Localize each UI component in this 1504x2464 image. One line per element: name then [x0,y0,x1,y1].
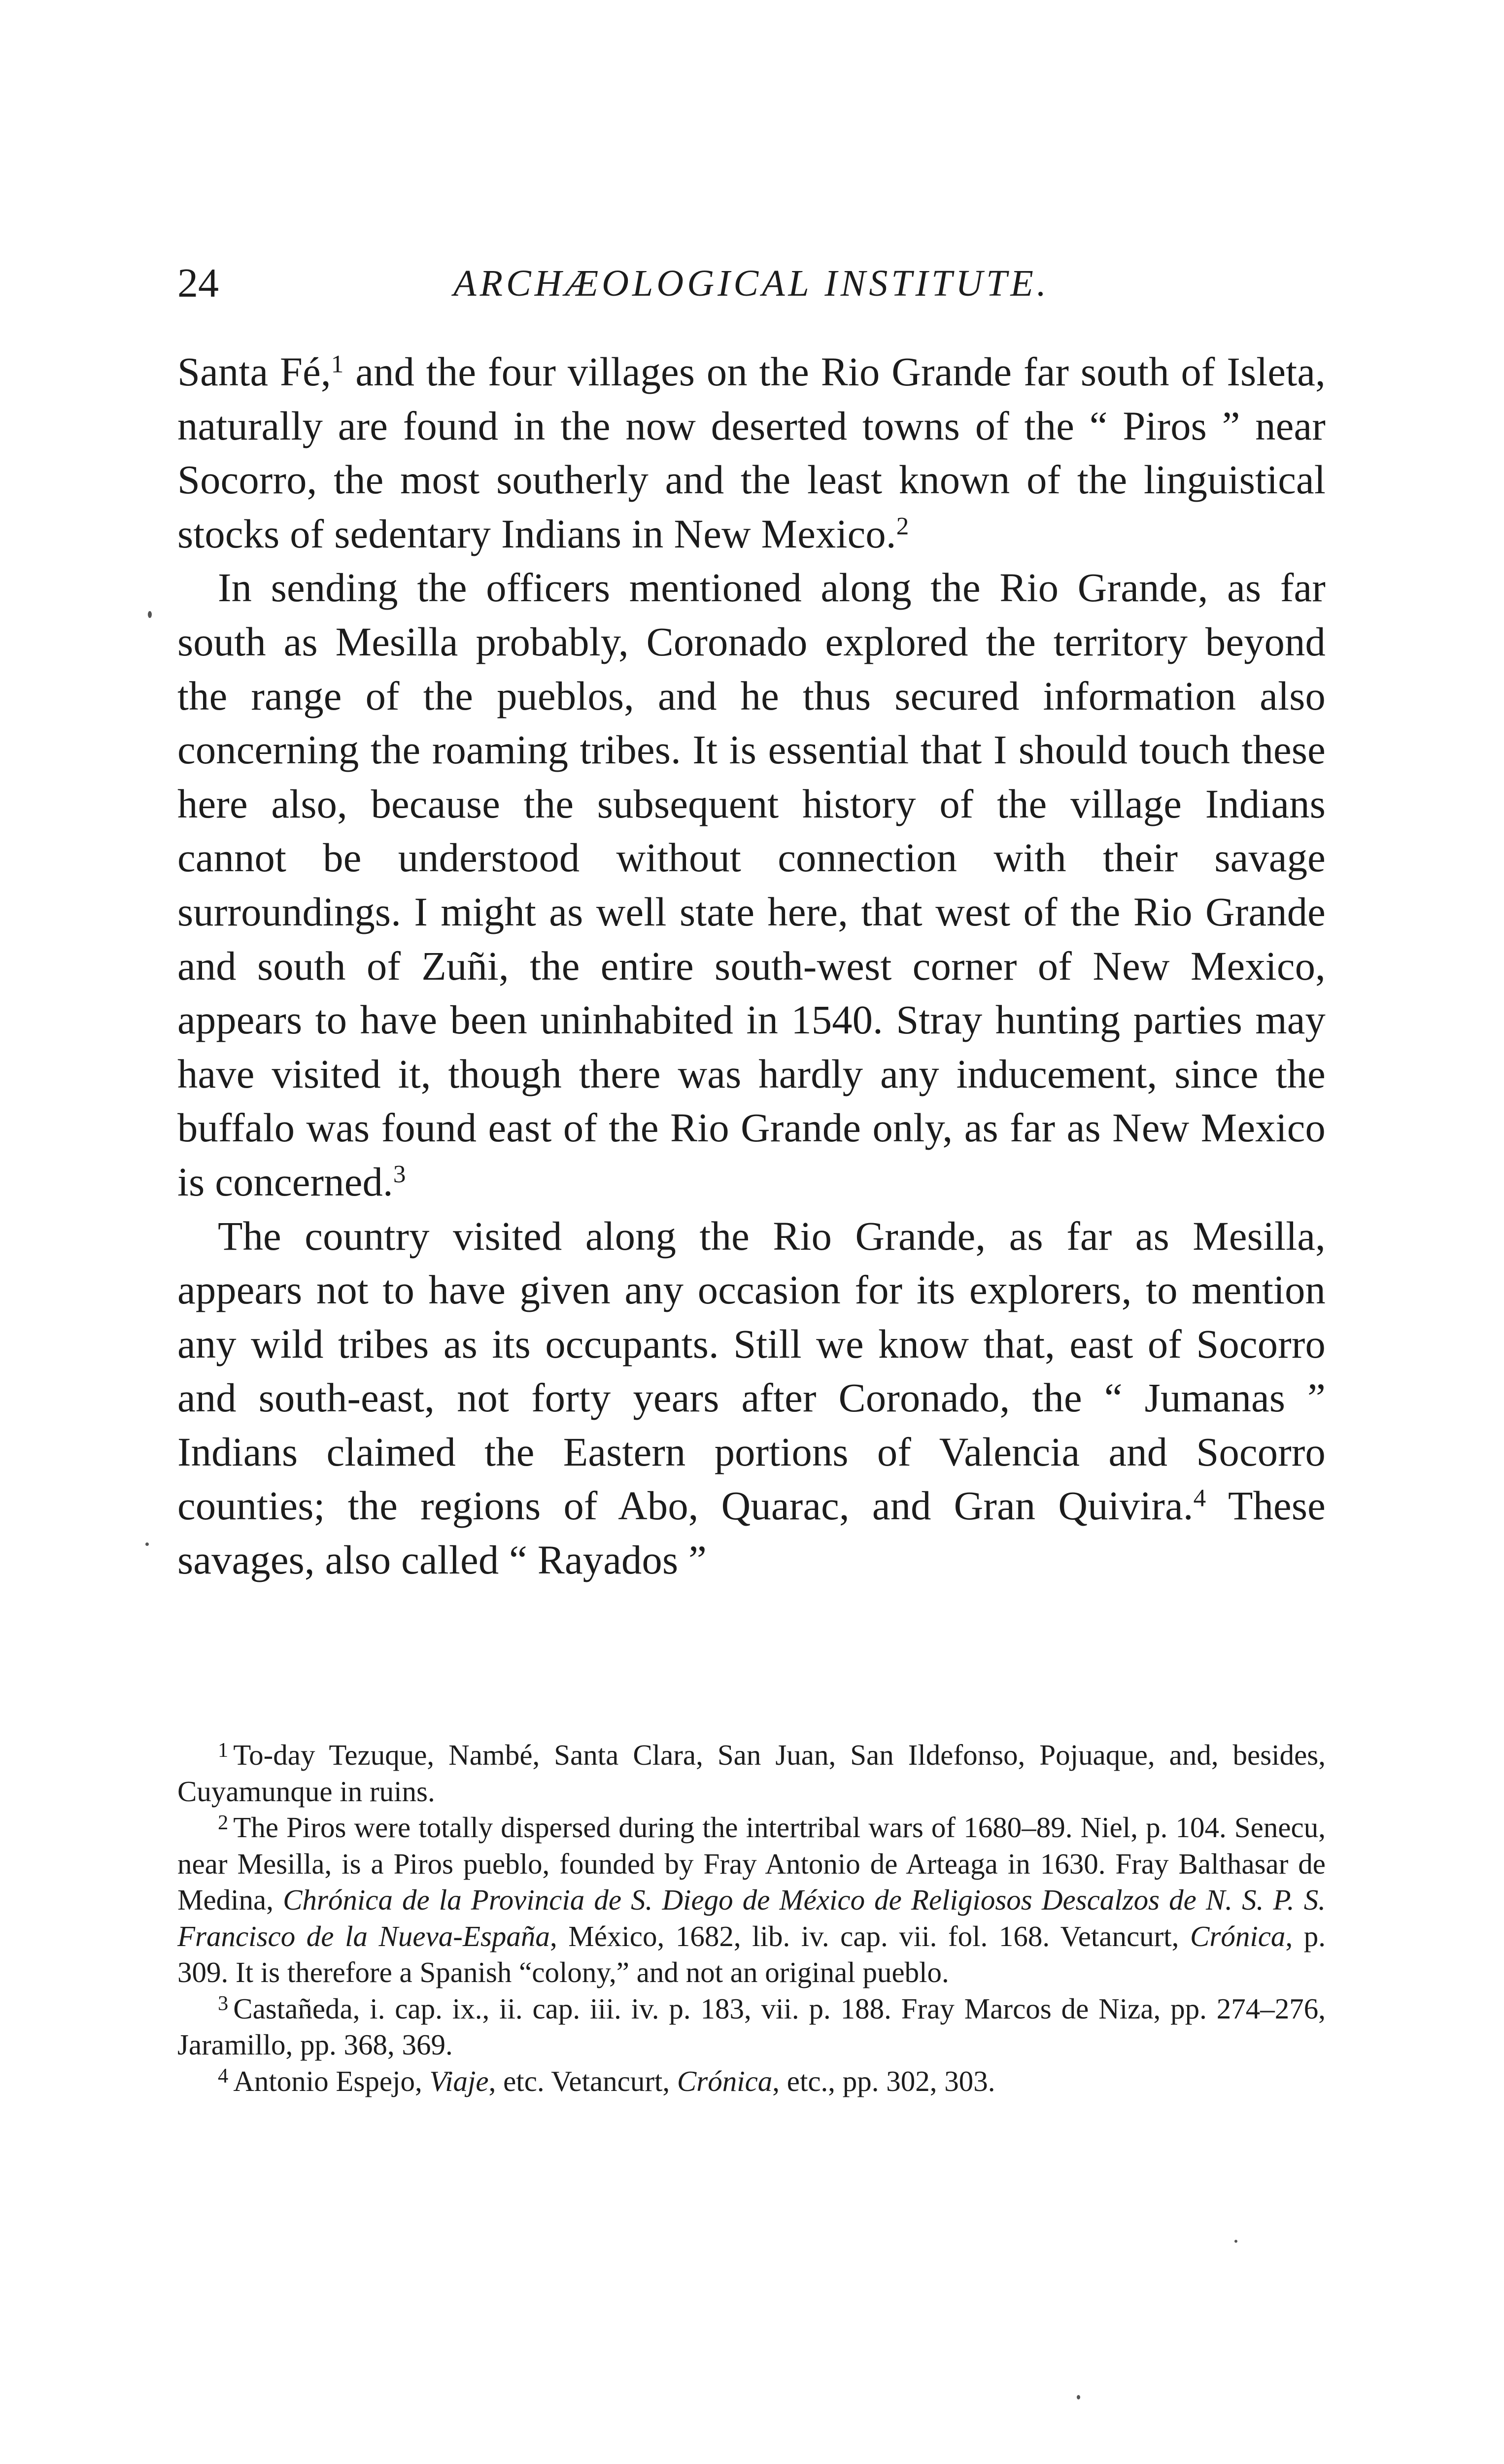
footnote-title-italic: Chrónica de la Provincia de S. Diego de México de Religiosos Descalzos de N. S. P. S. Francisco de la Nueva-España [177,1883,1326,1952]
footnote-number: 2 [218,1811,229,1834]
text-run: In sending the officers mentioned along the Rio Grande, as far south as Mesilla probably, Coronado explored the territory beyond the range of the pueblos, and he thus secured information also concerning the roaming tribes. It is essential that I should touch these here also, because the subsequent history of the village Indians cannot be understood without connection with their savage surroundings. I might as well state here, that west of the Rio Grande and south of Zuñi, the entire south-west corner of New Mexico, appears to have been uninhabited in 1540. Stray hunting parties may have visited it, though there was hardly any inducement, since the buffalo was found east of the Rio Grande only, as far as New Mexico is concerned. [177,565,1326,1204]
footnote-number: 3 [218,1992,229,2016]
footnote-marker: 2 [896,512,909,541]
text-run: The country visited along the Rio Grande, as far as Mesilla, appears not to have given any occasion for its explorers, to mention any wild tribes as its occupants. Still we know that, east of Socorro and south-east, not forty years after Coronado, the “ Jumanas ” Indians claimed the Eastern portions of Valencia and Socorro counties; the regions of Abo, Quarac, and Gran Quivira. [177,1213,1326,1529]
paragraph [177,561,1326,1209]
footnote-text: , etc. Vetancurt, [488,2064,677,2097]
footnote-text: To-day Tezuque, Nambé, Santa Clara, San Juan, San Ildefonso, Pojuaque, and, besides, Cuyamunque in ruins. [177,1739,1326,1808]
footnote [177,2063,1326,2100]
scan-speck [148,611,152,618]
footnote-text: Antonio Espejo, [233,2064,430,2097]
scan-speck [1077,2395,1080,2399]
footnote [177,1810,1326,1991]
text-run: Santa Fé, [177,349,331,394]
running-head: ARCHÆOLOGICAL INSTITUTE. [453,263,1050,304]
paragraph [177,345,1326,561]
footnote-marker: 1 [331,350,344,378]
main-text [177,345,1326,1587]
footnote-title-italic: Crónica [1190,1919,1286,1952]
footnotes [177,1737,1326,2099]
footnote-text: , etc., pp. 302, 303. [772,2064,995,2097]
footnote-text: , México, 1682, lib. iv. cap. vii. fol. 168. Vetancurt, [549,1919,1191,1952]
footnote-number: 4 [218,2064,229,2088]
paragraph [177,1209,1326,1587]
text-run: These savages, also called “ Rayados ” [177,1483,1326,1583]
footnote-marker: 3 [393,1160,406,1189]
footnote [177,1991,1326,2063]
scan-speck [1234,2240,1237,2243]
footnote-text: The Piros were totally dispersed during the intertribal wars of 1680–89. Niel, p. 104. Senecu, near Mesilla, is a Piros pueblo, founded by Fray Antonio de Arteaga in 1630. Fray Balthasar de Medina, [177,1811,1326,1916]
footnote-marker: 4 [1193,1484,1206,1512]
page-number: 24 [177,260,219,306]
footnote-text: Castañeda, i. cap. ix., ii. cap. iii. iv. p. 183, vii. p. 188. Fray Marcos de Niza, pp. 274–276, Jaramillo, pp. 368, 369. [177,1992,1326,2061]
footnote-text: , p. 309. It is therefore a Spanish “colony,” and not an original pueblo. [177,1919,1326,1988]
footnote-number: 1 [218,1738,229,1762]
footnote-title-italic: Crónica [677,2064,773,2097]
text-run: and the four villages on the Rio Grande far south of Isleta, naturally are found in the now deserted towns of the “ Piros ” near Socorro, the most southerly and the least known of the linguistical stocks of sedentary Indians in New Mexico. [177,349,1326,556]
scan-speck [145,1542,149,1546]
page-header [177,256,1326,310]
footnote [177,1737,1326,1810]
footnote-title-italic: Viaje [429,2064,489,2097]
